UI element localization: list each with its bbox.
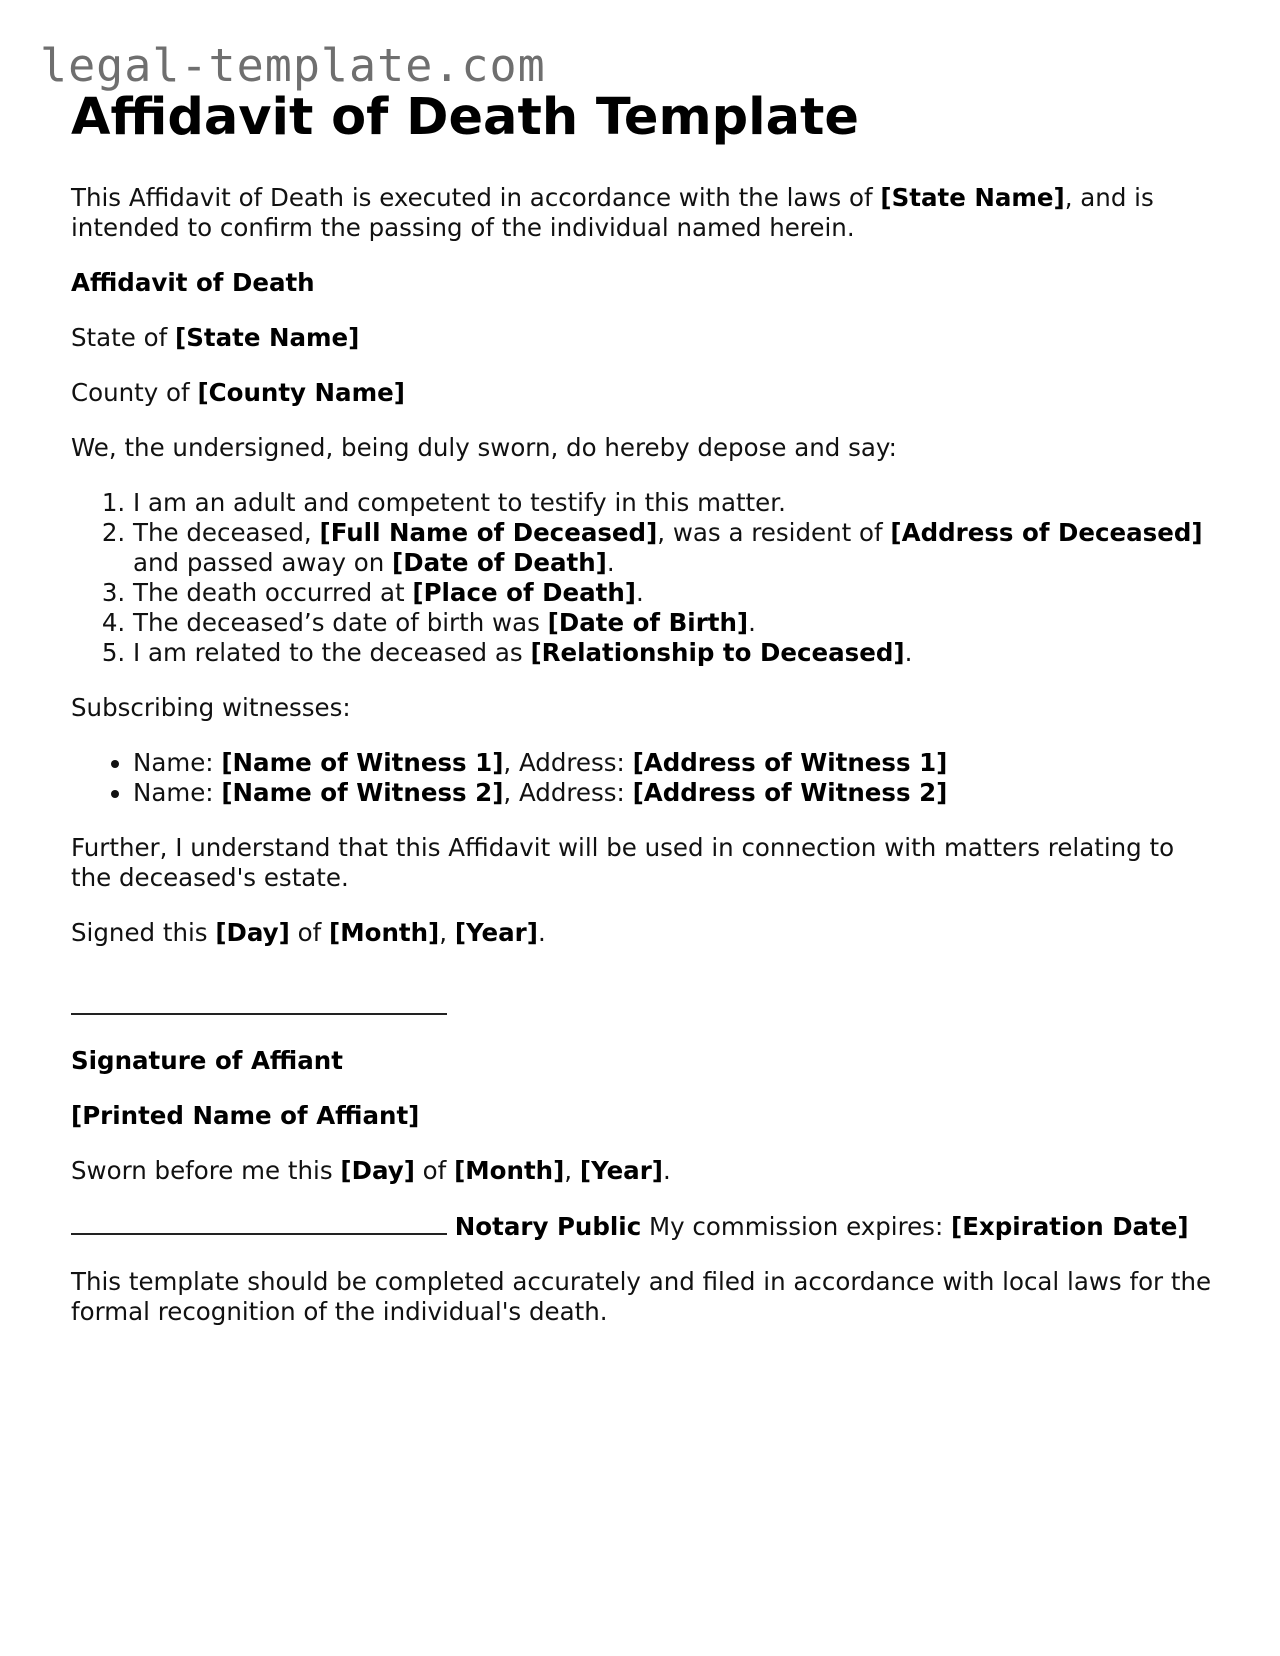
printed-name-placeholder: [Printed Name of Affiant] <box>71 1101 420 1130</box>
item-text: The deceased, <box>133 518 320 547</box>
item-text: I am related to the deceased as <box>133 638 531 667</box>
item-text: The deceased’s date of birth was <box>133 608 548 637</box>
item-text: I am an adult and competent to testify in this matter. <box>133 488 786 517</box>
affiant-signature-line <box>71 991 447 1015</box>
place-of-death-placeholder: [Place of Death] <box>412 578 636 607</box>
affiant-signature-line-block <box>71 991 1221 1021</box>
witness-name-placeholder: [Name of Witness 2] <box>221 778 504 807</box>
item-text: , was a resident of <box>657 518 891 547</box>
list-item <box>133 578 1221 608</box>
signature-label <box>71 1046 1221 1076</box>
item-text: . <box>606 548 615 577</box>
deceased-address-placeholder: [Address of Deceased] <box>890 518 1203 547</box>
sworn-line <box>71 1156 1221 1186</box>
page-title: Affidavit of Death Template <box>71 88 860 147</box>
month-placeholder: [Month] <box>329 918 440 947</box>
sworn-text: , <box>564 1156 580 1185</box>
intro-text-1: This Affidavit of Death is executed in accordance with the laws of <box>71 183 881 212</box>
state-line <box>71 323 1221 353</box>
closing-paragraph: This template should be completed accurately and filed in accordance with local laws for the formal recognition of the individual's death. <box>71 1267 1212 1326</box>
intro-state-placeholder: [State Name] <box>880 183 1065 212</box>
date-of-death-placeholder: [Date of Death] <box>392 548 607 577</box>
list-item <box>133 518 1221 578</box>
signature-label-text: Signature of Affiant <box>71 1046 343 1075</box>
oath-statement: We, the undersigned, being duly sworn, do hereby depose and say: <box>71 433 897 462</box>
year-placeholder: [Year] <box>454 918 538 947</box>
signed-text: , <box>439 918 455 947</box>
intro-text-2: , and is intended to confirm the passing of the individual named herein. <box>71 183 1154 242</box>
witness-name-placeholder: [Name of Witness 1] <box>221 748 504 777</box>
item-text: . <box>904 638 913 667</box>
expiration-date-placeholder: [Expiration Date] <box>951 1212 1189 1241</box>
witness-list <box>71 748 1221 808</box>
signed-line <box>71 918 1221 948</box>
watermark: legal-template.com <box>40 39 546 92</box>
state-placeholder: [State Name] <box>175 323 360 352</box>
item-text: and passed away on <box>133 548 393 577</box>
notary-line <box>71 1211 1221 1242</box>
witness-name-label: Name: <box>133 778 222 807</box>
item-text: . <box>636 578 644 607</box>
section-heading-text: Affidavit of Death <box>71 268 315 297</box>
printed-name <box>71 1101 1221 1131</box>
day-placeholder: [Day] <box>340 1156 415 1185</box>
witnesses-label: Subscribing witnesses: <box>71 693 351 722</box>
deceased-name-placeholder: [Full Name of Deceased] <box>319 518 658 547</box>
list-item <box>133 608 1221 638</box>
notary-public-label: Notary Public <box>454 1212 642 1241</box>
document-body <box>71 88 1221 1352</box>
year-placeholder: [Year] <box>579 1156 663 1185</box>
statement-list <box>71 488 1221 668</box>
witness-item <box>133 748 1221 778</box>
state-label: State of <box>71 323 176 352</box>
list-item <box>133 638 1221 668</box>
witness-address-placeholder: [Address of Witness 2] <box>632 778 948 807</box>
signed-text: Signed this <box>71 918 216 947</box>
witness-address-label: , Address: <box>503 748 633 777</box>
sworn-text: . <box>663 1156 671 1185</box>
relationship-placeholder: [Relationship to Deceased] <box>530 638 905 667</box>
witness-address-label: , Address: <box>503 778 633 807</box>
witness-name-label: Name: <box>133 748 222 777</box>
item-text: The death occurred at <box>133 578 413 607</box>
signed-text: . <box>537 918 546 947</box>
commission-text: My commission expires: <box>641 1212 951 1241</box>
section-heading <box>71 268 1221 298</box>
notary-signature-line <box>71 1211 447 1235</box>
list-item <box>133 488 1221 518</box>
sworn-text: of <box>414 1156 455 1185</box>
witness-item <box>133 778 1221 808</box>
item-text: . <box>748 608 756 637</box>
county-placeholder: [County Name] <box>197 378 405 407</box>
further-paragraph: Further, I understand that this Affidavit will be used in connection with matters relating to the deceased's estate. <box>71 833 1175 892</box>
date-of-birth-placeholder: [Date of Birth] <box>547 608 749 637</box>
intro-paragraph <box>71 183 1221 243</box>
day-placeholder: [Day] <box>215 918 290 947</box>
signed-text: of <box>289 918 330 947</box>
county-label: County of <box>71 378 198 407</box>
sworn-text: Sworn before me this <box>71 1156 341 1185</box>
witness-address-placeholder: [Address of Witness 1] <box>632 748 948 777</box>
month-placeholder: [Month] <box>454 1156 565 1185</box>
county-line <box>71 378 1221 408</box>
